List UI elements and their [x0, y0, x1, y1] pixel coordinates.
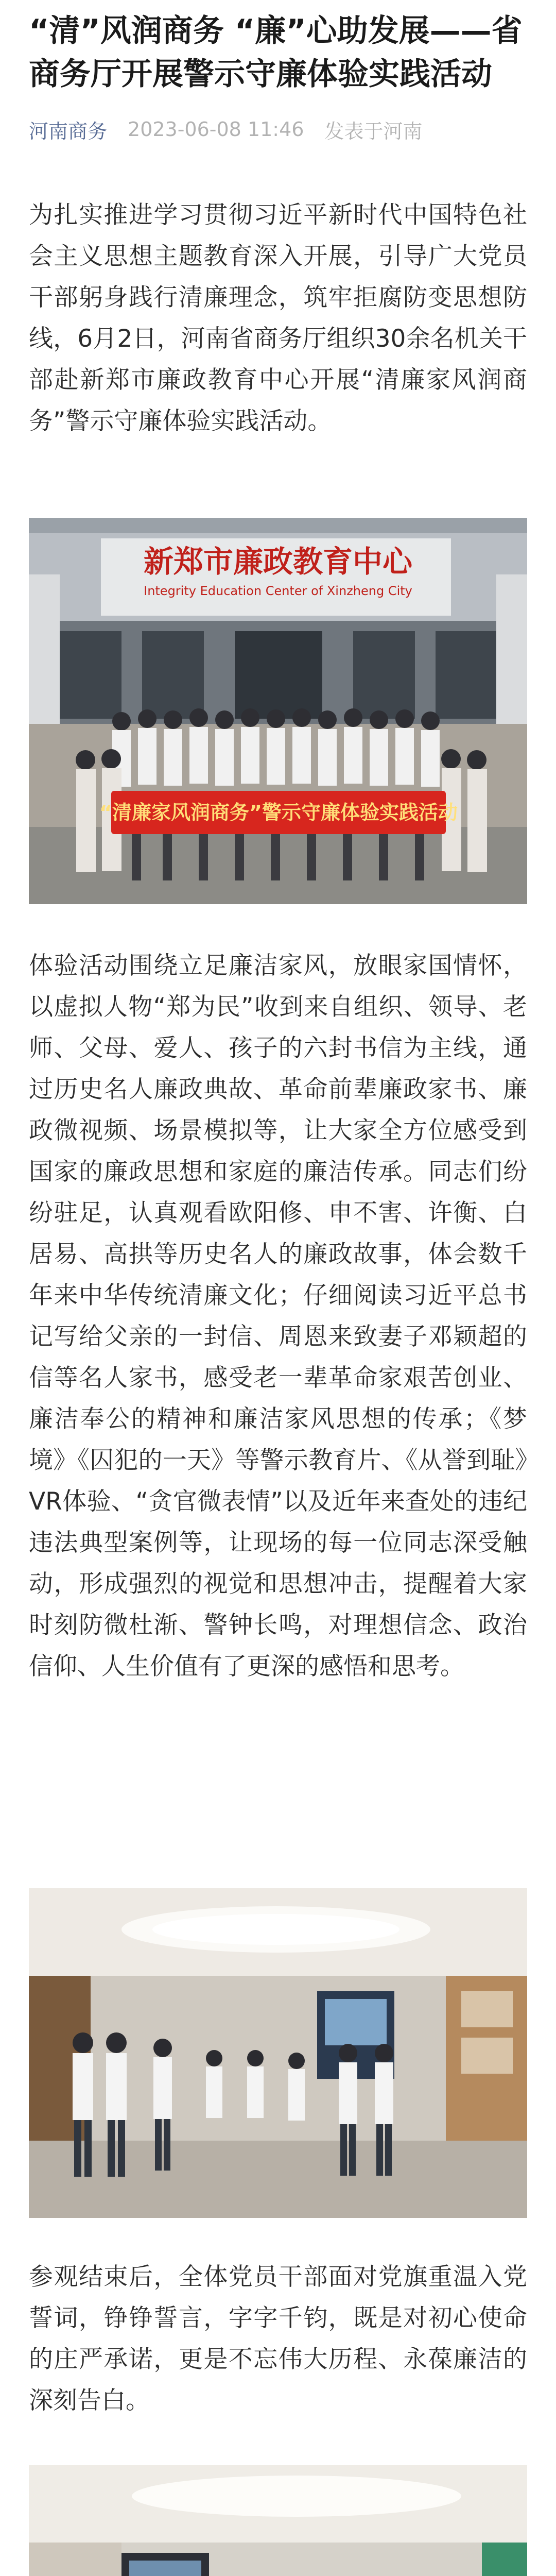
oath-ceremony-image	[29, 2465, 527, 2576]
building-sign-text: 新郑市廉政教育中心	[143, 544, 413, 579]
paragraph-oath: 参观结束后，全体党员干部面对党旗重温入党誓词，铮铮誓言，字字千钧，既是对初心使命的庄严承诺，更是不忘伟大历程、永葆廉洁的深刻告白。	[29, 2263, 527, 2415]
article-meta	[29, 116, 422, 142]
article-title: “清”风润商务 “廉”心助发展——省商务厅开展警示守廉体验实践活动	[29, 13, 523, 92]
banner-text: “清廉家风润商务”警示守廉体验实践活动	[99, 801, 458, 824]
group-photo-image	[29, 518, 527, 904]
account-name-link[interactable]: 河南商务	[29, 120, 108, 143]
exhibition-hall-illustration	[29, 1888, 527, 2218]
publish-date: 2023-06-08 11:46	[128, 118, 304, 141]
paragraph-activity: 体验活动围绕立足廉洁家风，放眼家国情怀，以虚拟人物“郑为民”收到来自组织、领导、老师、父母、爱人、孩子的六封书信为主线，通过历史名人廉政典故、革命前辈廉政家书、廉政微视频、场景模拟等，让大家全方位感受到国家的廉政思想和家庭的廉洁传承。同志们纷纷驻足，认真观看欧阳修、申不害、许衡、白居易、高拱等历史名人的廉政故事，体会数千年来中华传统清廉文化；仔细阅读习近平总书记写给父亲的一封信、周恩来致妻子邓颖超的信等名人家书，感受老一辈革命家艰苦创业、廉洁奉公的精神和廉洁家风思想的传承；《梦境》《囚犯的一天》等警示教育片、《从誉到耻》VR体验、“贪官微表情”以及近年来查处的违纪违法典型案例等，让现场的每一位同志深受触动，形成强烈的视觉和思想冲击，提醒着大家时刻防微杜渐、警钟长鸣，对理想信念、政治信仰、人生价值有了更深的感悟和思考。	[29, 952, 527, 1681]
oath-ceremony-illustration	[29, 2465, 527, 2576]
exhibition-hall-image	[29, 1888, 527, 2218]
paragraph-intro: 为扎实推进学习贯彻习近平新时代中国特色社会主义思想主题教育深入开展，引导广大党员干部躬身践行清廉理念，筑牢拒腐防变思想防线，6月2日，河南省商务厅组织30余名机关干部赴新郑市廉政教育中心开展“清廉家风润商务”警示守廉体验实践活动。	[29, 201, 527, 435]
group-photo-illustration	[29, 518, 527, 904]
building-sign-english: Integrity Education Center of Xinzheng City	[144, 584, 412, 598]
publish-location: 发表于河南	[324, 120, 423, 143]
